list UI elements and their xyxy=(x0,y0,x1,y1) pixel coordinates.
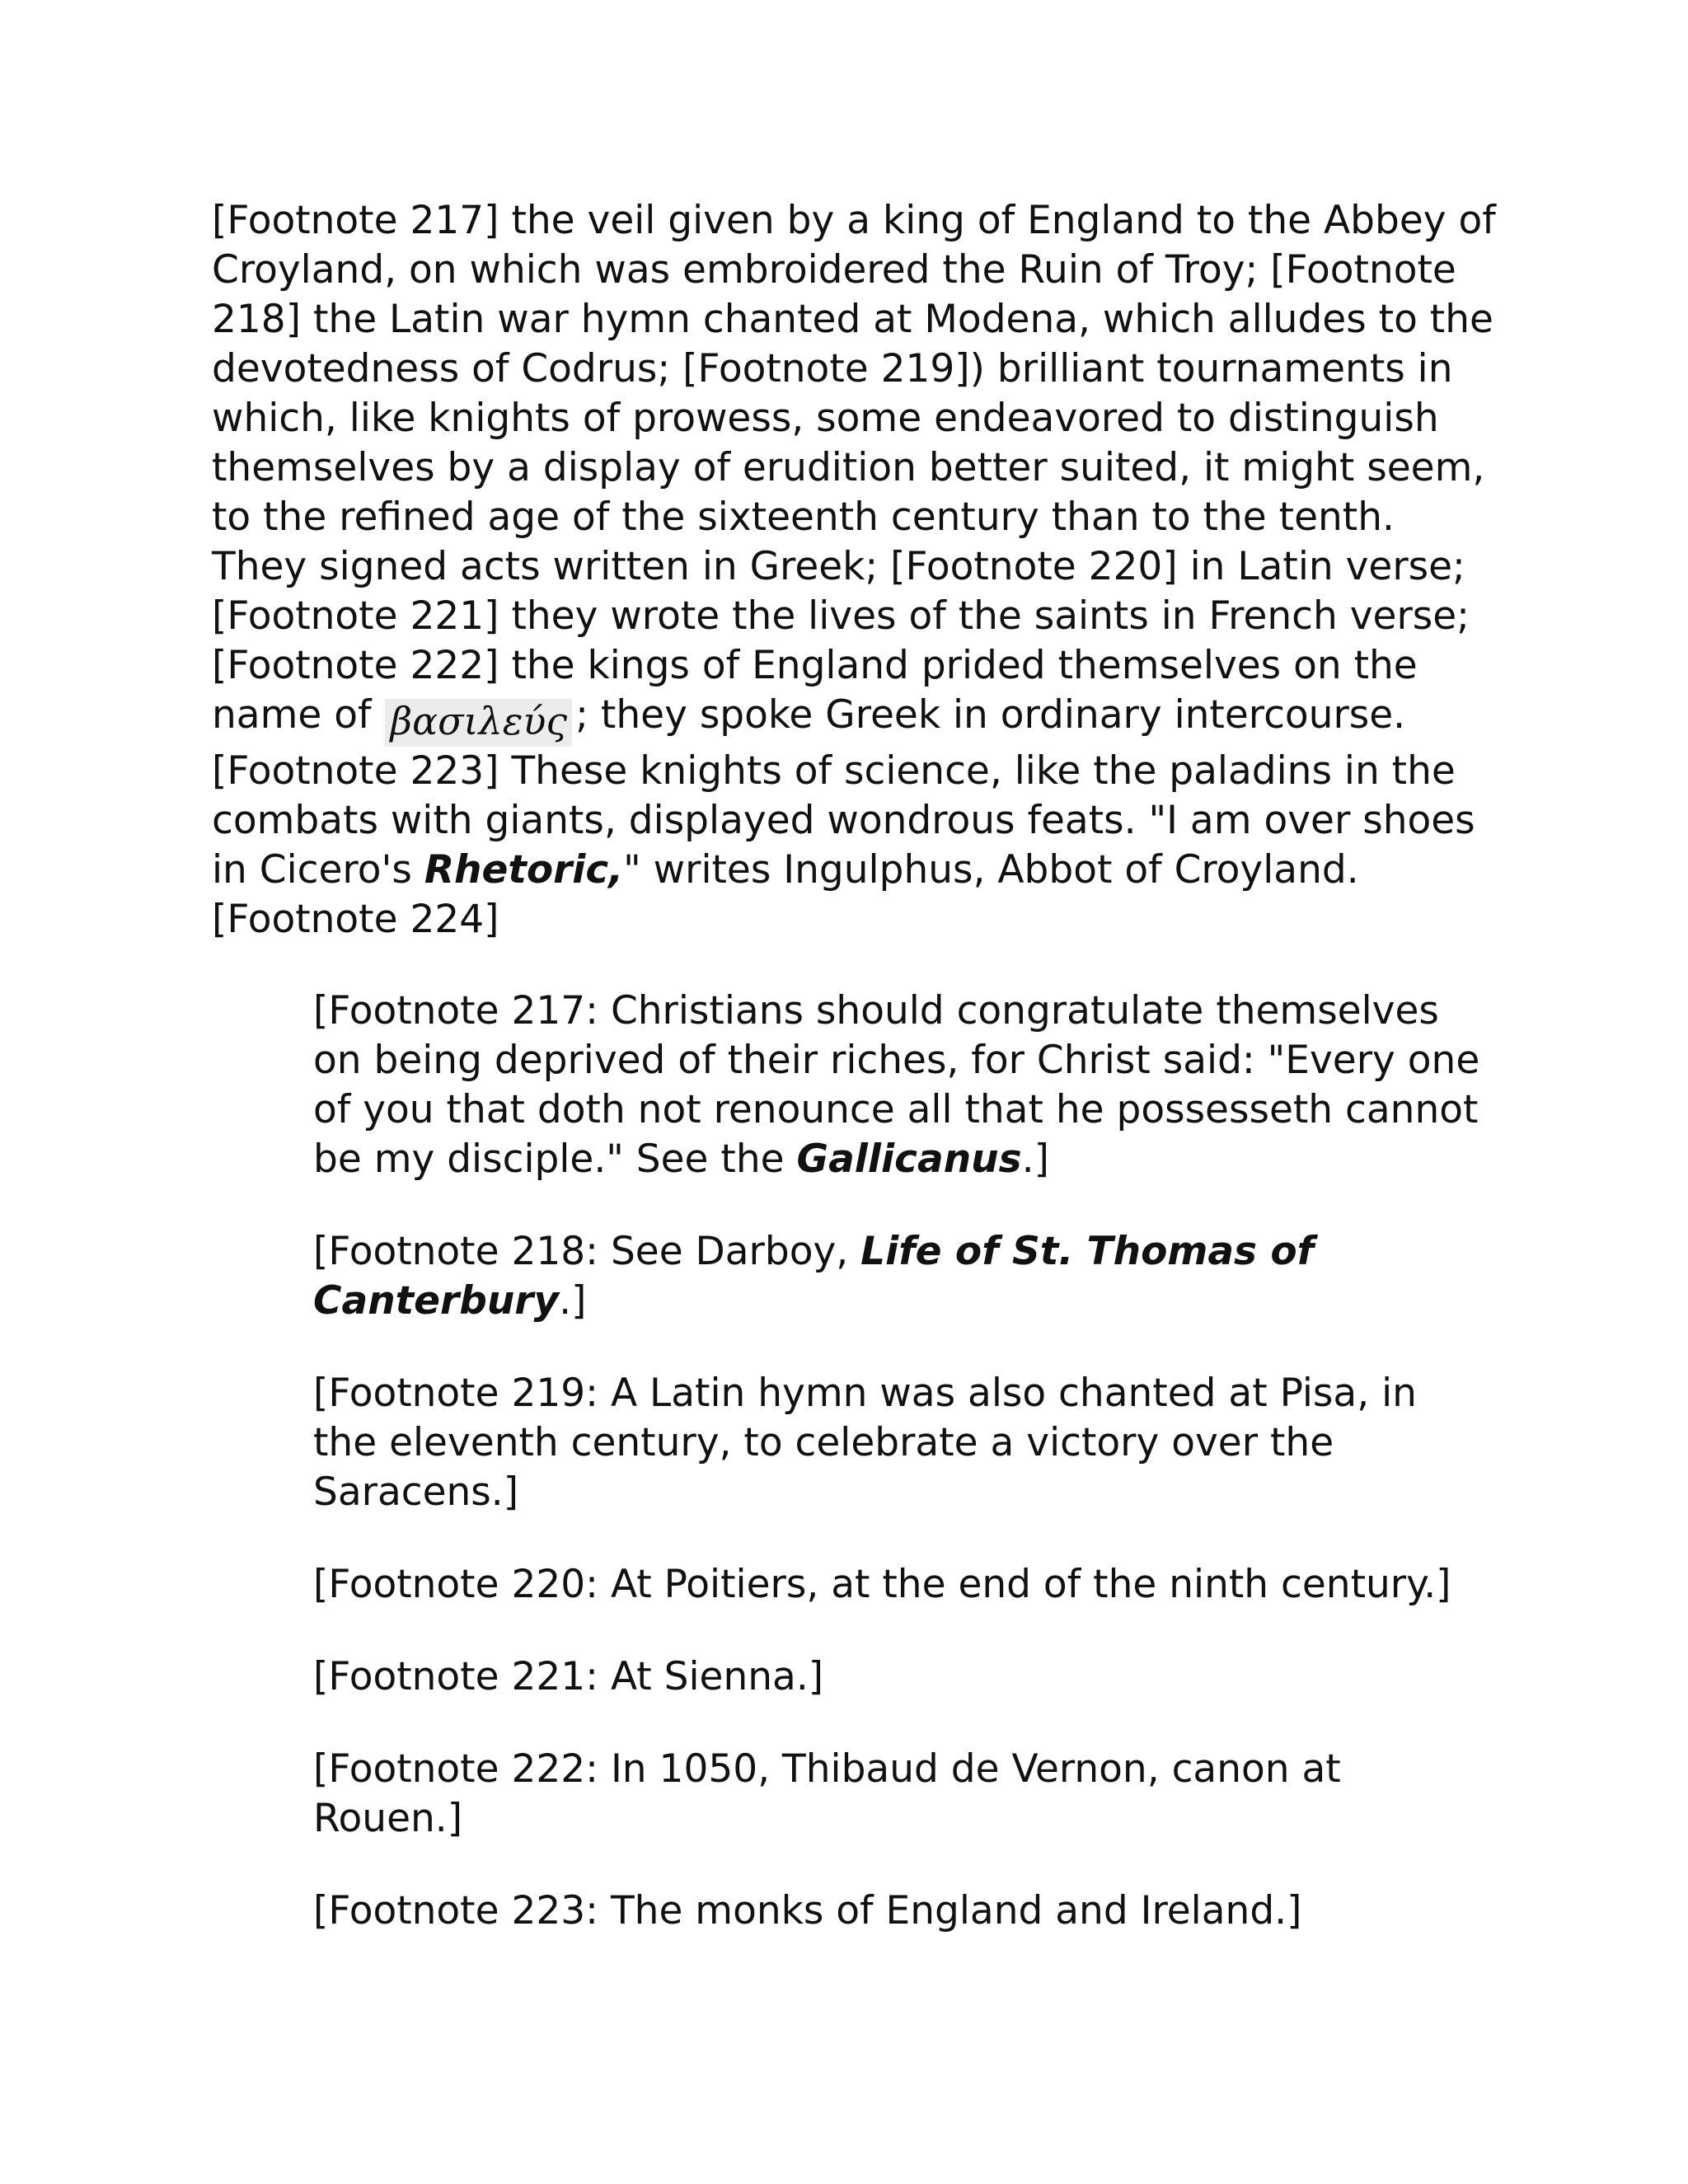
footnote-219: [Footnote 219: A Latin hymn was also chanted at Pisa, in the eleventh century, to celebrate a victory over the Saracens.] xyxy=(313,1371,1417,1515)
footnote-218 xyxy=(313,1227,1484,1326)
footnotes-section xyxy=(313,987,1484,1979)
main-text-part-1: [Footnote 217] the veil given by a king of England to the Abbey of Croyland, on which was embroidered the Ruin of Troy; [Footnote 218] the Latin war hymn chanted at Modena, which alludes to the devotedness of Codrus; [Footnote 219]) brilliant tournaments in which, like knights of prowess, some endeavored to distinguish themselves by a display of erudition better suited, it might seem, to the refined age of the sixteenth century than to the tenth. They signed acts written in Greek; [Footnote 220] in Latin verse; [Footnote 221] they wrote the lives of the saints in French verse; [Footnote 222] the kings of England prided themselves on the name of xyxy=(212,198,1496,738)
footnote-221: [Footnote 221: At Sienna.] xyxy=(313,1654,824,1699)
footnote-217-text: [Footnote 217: Christians should congratulate themselves on being deprived of their riches, for Christ said: "Every one of you that doth not renounce all that he possesseth cannot be my disciple." See the xyxy=(313,988,1480,1182)
footnote-218-end: .] xyxy=(559,1278,587,1324)
footnote-217 xyxy=(313,987,1484,1184)
main-text-part-2: ; they spoke Greek in ordinary intercourse. [Footnote 223] These knights of science, like the paladins in the combats with giants, displayed wondrous feats. "I am over shoes in Cicero's xyxy=(212,692,1475,893)
footnote-217-title: Gallicanus xyxy=(796,1137,1022,1182)
footnote-218-text: [Footnote 218: See Darboy, xyxy=(313,1229,849,1274)
main-text-part-3: " writes Ingulphus, Abbot of Croyland. [Footnote 224] xyxy=(212,847,1359,942)
footnote-218-title: Life of St. Thomas of Canterbury xyxy=(313,1229,1315,1324)
greek-word-image: βασιλεύς xyxy=(385,699,572,747)
footnote-220: [Footnote 220: At Poitiers, at the end of the ninth century.] xyxy=(313,1562,1451,1607)
footnote-217-end: .] xyxy=(1021,1137,1049,1182)
main-paragraph xyxy=(212,196,1498,944)
footnote-223: [Footnote 223: The monks of England and Ireland.] xyxy=(313,1888,1302,1933)
rhetoric-title: Rhetoric, xyxy=(424,847,624,893)
footnote-222: [Footnote 222: In 1050, Thibaud de Vernon, canon at Rouen.] xyxy=(313,1746,1341,1841)
